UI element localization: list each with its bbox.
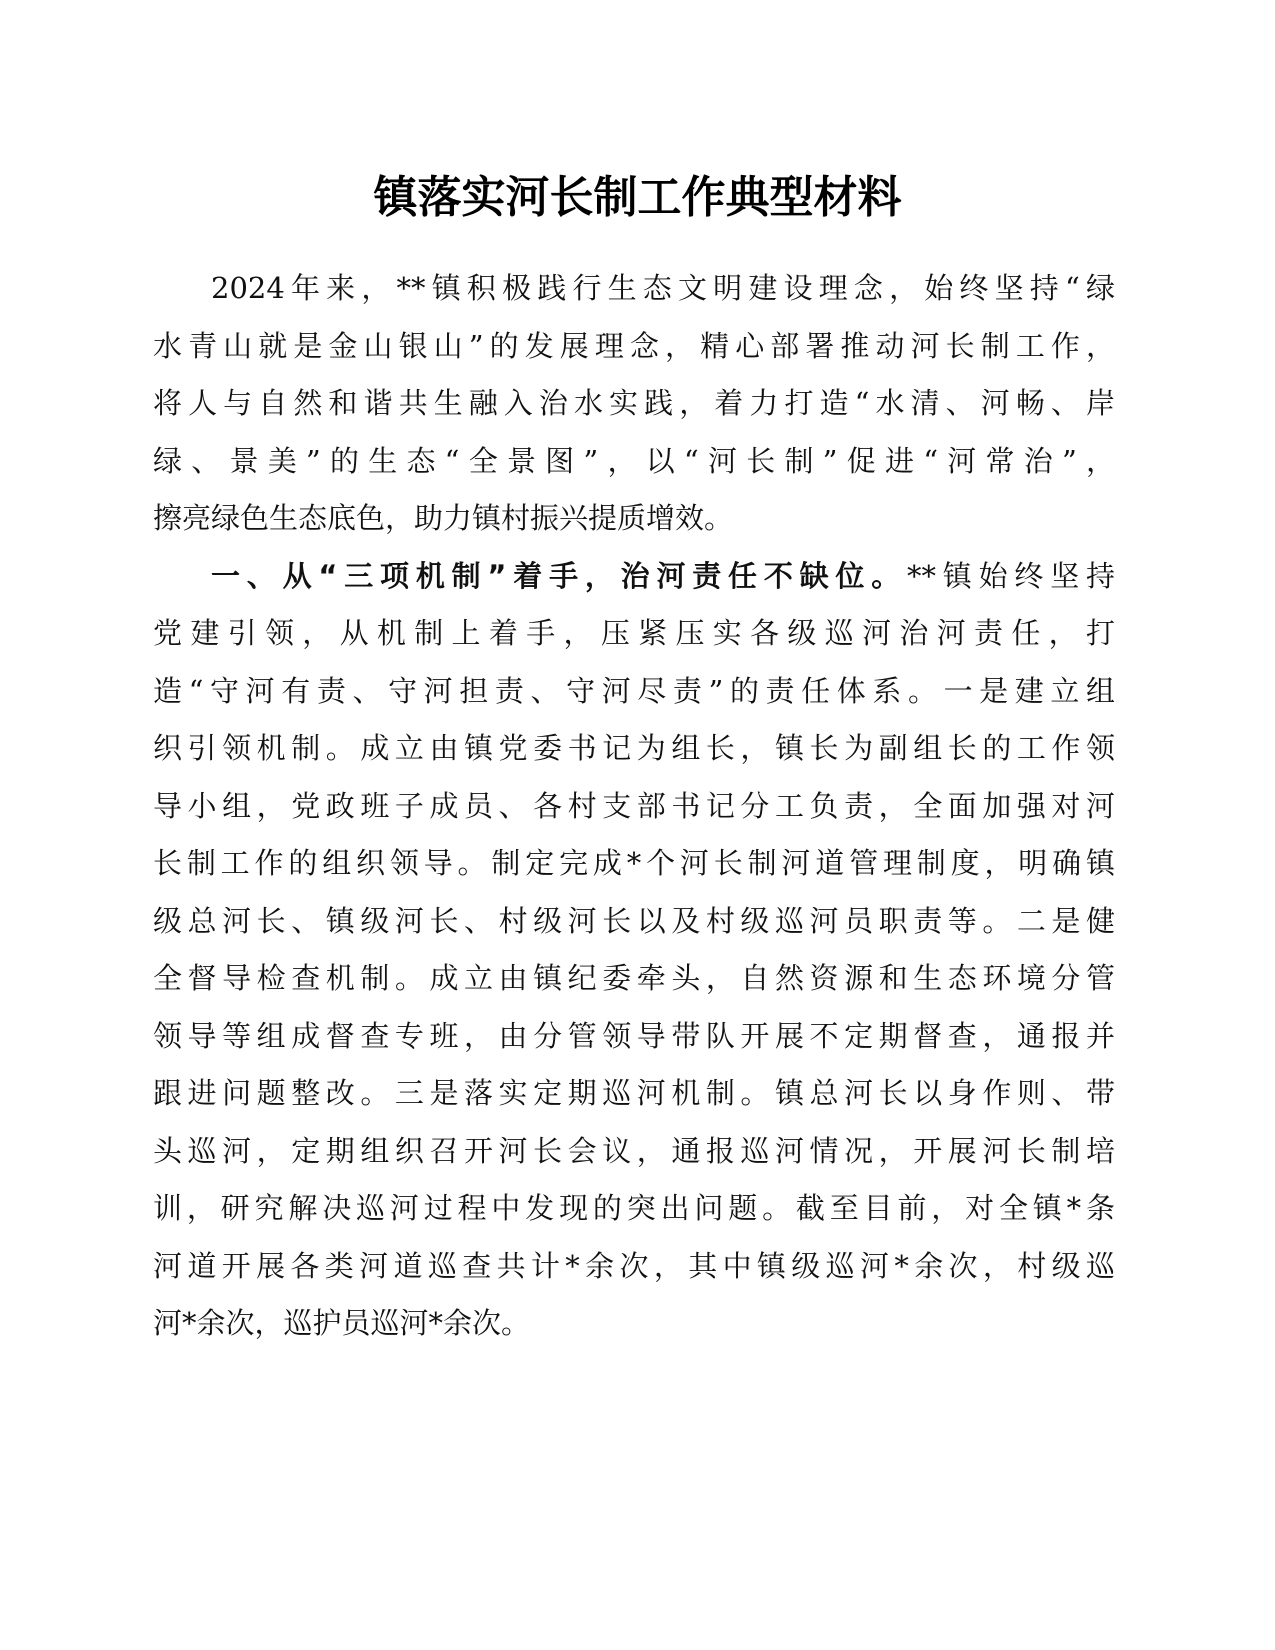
paragraph-line: 河道开展各类河道巡查共计*余次，其中镇级巡河*余次，村级巡 [153, 1248, 1115, 1283]
paragraph-line: 党建引领，从机制上着手，压紧压实各级巡河治河责任，打 [153, 616, 1115, 650]
heading-line-rest: **镇始终坚持 [907, 558, 1115, 593]
paragraph-line: 绿、景美”的生态“全景图”，以“河长制”促进“河常治”， [153, 443, 1115, 478]
paragraph-line: 织引领机制。成立由镇党委书记为组长，镇长为副组长的工作领 [153, 731, 1115, 765]
document-title: 镇落实河长制工作典型材料 [373, 172, 902, 223]
paragraph-line: 全督导检查机制。成立由镇纪委牵头，自然资源和生态环境分管 [153, 961, 1115, 995]
section-one-paragraph [153, 548, 1115, 1353]
paragraph-line: 擦亮绿色生态底色，助力镇村振兴提质增效。 [153, 501, 734, 535]
paragraph-line: 长制工作的组织领导。制定完成*个河长制河道管理制度，明确镇 [153, 846, 1115, 880]
paragraph-line: 将人与自然和谐共生融入治水实践，着力打造“水清、河畅、岸 [153, 386, 1115, 420]
paragraph-line: 领导等组成督查专班，由分管领导带队开展不定期督查，通报并 [153, 1018, 1115, 1053]
paragraph-line: 训，研究解决巡河过程中发现的突出问题。截至目前，对全镇*条 [153, 1191, 1115, 1225]
paragraph-line: 河*余次，巡护员巡河*余次。 [153, 1306, 531, 1340]
paragraph-line: 2024年来，**镇积极践行生态文明建设理念，始终坚持“绿 [211, 271, 1115, 305]
paragraph-line: 级总河长、镇级河长、村级河长以及村级巡河员职责等。二是健 [153, 903, 1115, 938]
paragraph-line: 跟进问题整改。三是落实定期巡河机制。镇总河长以身作则、带 [153, 1076, 1115, 1110]
paragraph-line [153, 548, 1115, 606]
paragraph-line: 水青山就是金山银山”的发展理念，精心部署推动河长制工作， [153, 328, 1115, 363]
section-heading: 一、从“三项机制”着手，治河责任不缺位。 [211, 558, 908, 593]
paragraph-line: 头巡河，定期组织召开河长会议，通报巡河情况，开展河长制培 [153, 1133, 1115, 1168]
intro-paragraph [153, 260, 1115, 548]
document-body [153, 260, 1115, 1353]
paragraph-line: 造“守河有责、守河担责、守河尽责”的责任体系。一是建立组 [153, 673, 1115, 708]
paragraph-line: 导小组，党政班子成员、各村支部书记分工负责，全面加强对河 [153, 788, 1115, 823]
